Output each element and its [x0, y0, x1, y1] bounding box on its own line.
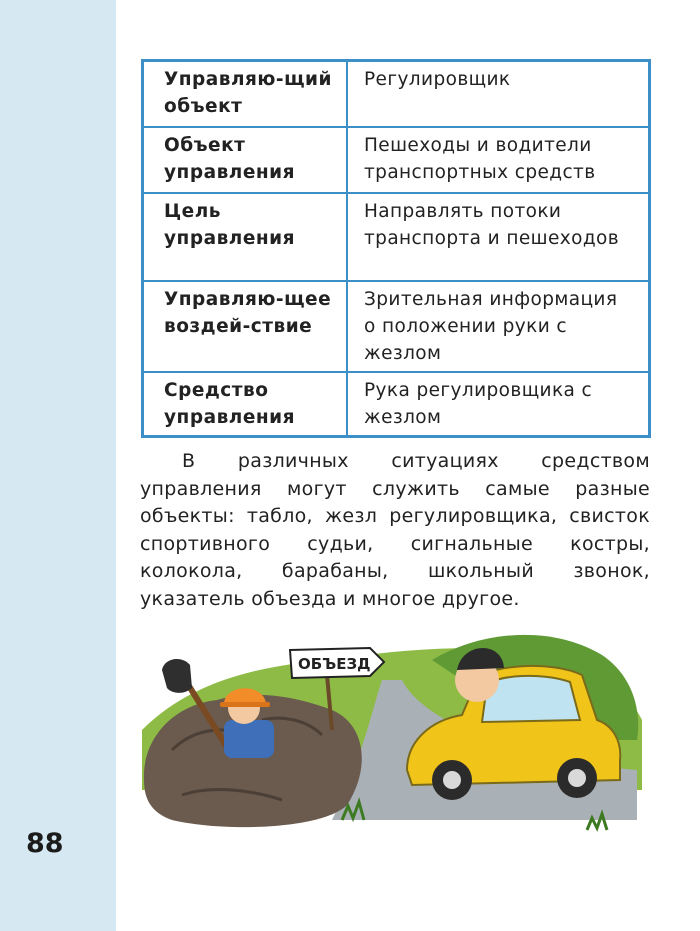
table-row [143, 193, 650, 281]
shovel-icon [162, 659, 192, 693]
body-paragraph: В различных ситуациях средством управления могут служить самые разные объекты: табло, жезл регулировщика, свисток спортивного судьи, сигнальные костры, колокола, барабаны, школьный звонок, указатель объезда и многое другое. [140, 450, 650, 610]
table-row [143, 372, 650, 437]
table-row [143, 127, 650, 193]
term-cell: Объект управления [143, 127, 348, 193]
table-row [143, 281, 650, 372]
term-cell: Управляю-щее воздей-ствие [143, 281, 348, 372]
detour-illustration [132, 620, 652, 840]
definition-cell: Зрительная информация о положении руки с жезлом [347, 281, 650, 372]
management-table [141, 59, 651, 438]
definition-cell: Пешеходы и водители транспортных средств [347, 127, 650, 193]
definition-cell: Регулировщик [347, 61, 650, 128]
detour-sign-label: ОБЪЕЗД [298, 655, 371, 673]
term-cell: Средство управления [143, 372, 348, 437]
definition-cell: Направлять потоки транспорта и пешеходов [347, 193, 650, 281]
worker-body [224, 720, 274, 758]
term-cell: Управляю-щий объект [143, 61, 348, 128]
term-cell: Цель управления [143, 193, 348, 281]
page-margin-band [0, 0, 116, 931]
definition-cell: Рука регулировщика с жезлом [347, 372, 650, 437]
page-number: 88 [26, 828, 64, 859]
table-row [143, 61, 650, 128]
